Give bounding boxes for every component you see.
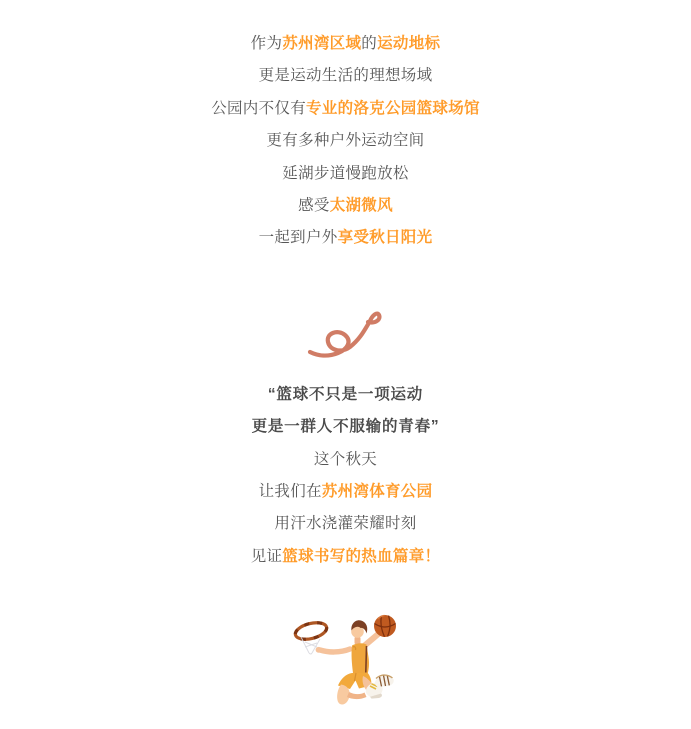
plain-text: 更有多种户外运动空间 (266, 132, 425, 150)
text-line (0, 60, 691, 92)
highlight-text: 享受秋日阳光 (337, 229, 433, 247)
plain-text: 让我们在 (258, 483, 322, 501)
squiggle-icon (307, 307, 385, 359)
highlight-text: 运动地标 (377, 35, 441, 52)
plain-text: 更是一群人不服输的青春” (251, 418, 440, 436)
plain-text: 延湖步道慢跑放松 (282, 164, 409, 182)
highlight-text: 太湖微风 (329, 197, 393, 215)
plain-text: 用汗水浇灌荣耀时刻 (274, 515, 417, 533)
basketball-player-illustration (292, 612, 400, 708)
plain-text: 感受 (298, 197, 330, 215)
plain-text: 的 (361, 35, 378, 52)
text-line (0, 28, 691, 60)
text-line (0, 476, 691, 508)
plain-text: 作为 (250, 35, 283, 52)
plain-text: 公园内不仅有 (211, 99, 306, 117)
basketball-icon (374, 615, 396, 637)
player-illustration (0, 612, 691, 708)
text-line (0, 444, 691, 476)
highlight-text: 苏州湾体育公园 (321, 483, 433, 501)
plain-text: 一起到户外 (258, 229, 338, 247)
text-line (0, 411, 691, 443)
text-line (0, 93, 691, 125)
squiggle-divider (0, 307, 691, 359)
text-line (0, 541, 691, 573)
text-line (0, 125, 691, 157)
highlight-text: 篮球书写的热血篇章！ (282, 547, 441, 565)
text-line (0, 379, 691, 411)
text-line (0, 222, 691, 254)
text-line (0, 158, 691, 190)
highlight-text: 专业的洛克公园篮球场馆 (306, 99, 480, 117)
closing-text-block (0, 379, 691, 573)
highlight-text: 苏州湾区域 (282, 35, 362, 52)
plain-text: 见证 (250, 547, 283, 565)
shoe-striped (374, 675, 393, 687)
text-line (0, 508, 691, 540)
plain-text: 更是运动生活的理想场域 (258, 67, 433, 85)
plain-text: 这个秋天 (313, 450, 378, 468)
text-line (0, 190, 691, 222)
plain-text: “篮球不只是一项运动 (267, 385, 424, 403)
intro-text-block (0, 0, 691, 255)
